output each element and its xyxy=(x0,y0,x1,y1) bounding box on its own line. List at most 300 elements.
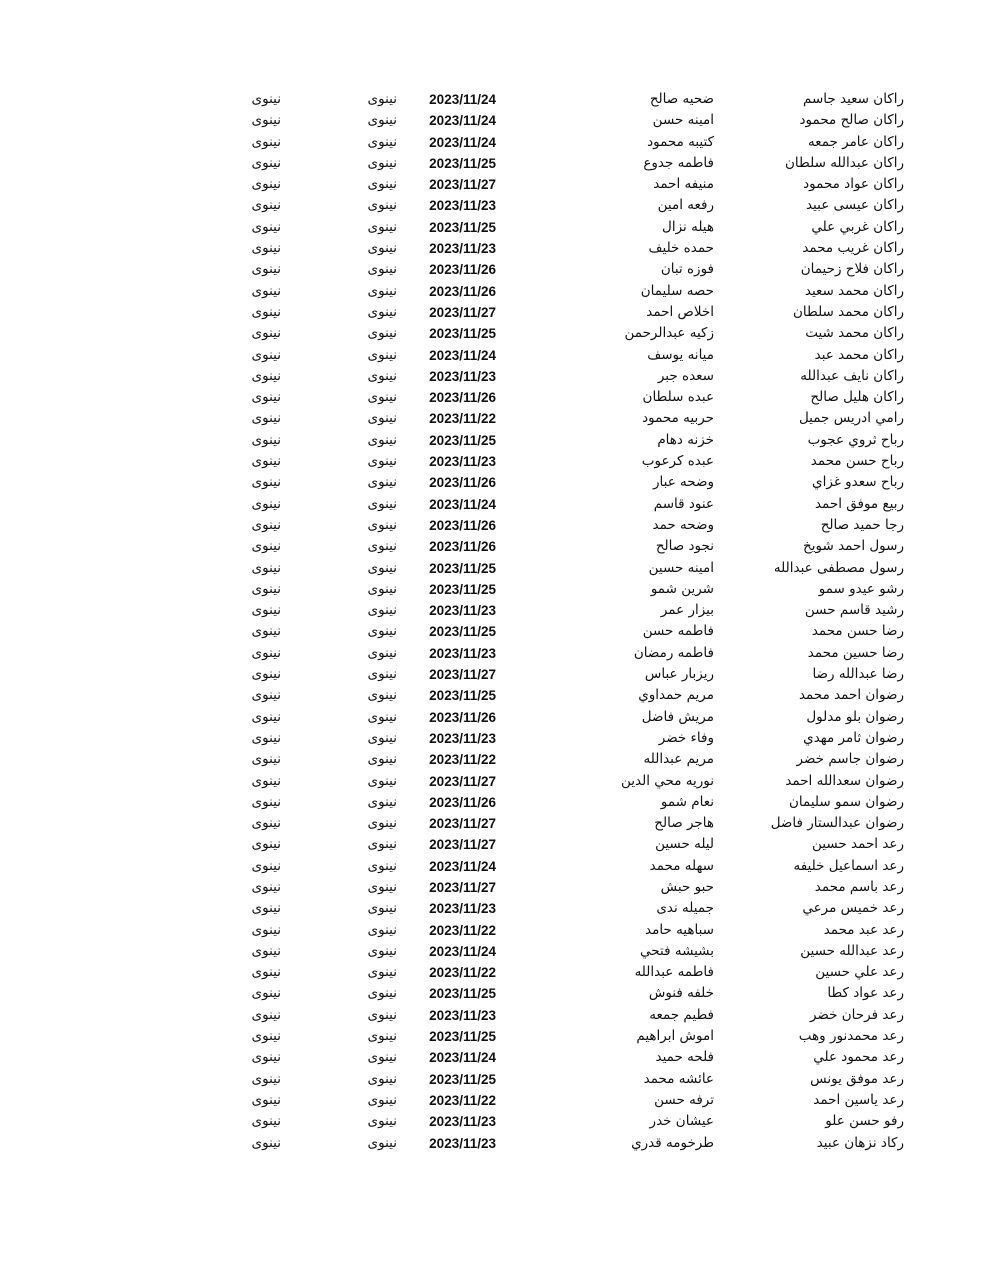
date-cell: 2023/11/24 xyxy=(429,943,496,959)
governorate-cell-secondary: نينوى xyxy=(251,878,281,895)
date-cell: 2023/11/24 xyxy=(429,113,496,129)
person-name: راكان محمد عبد xyxy=(814,346,904,363)
person-name: رعد محمود علي xyxy=(813,1049,904,1066)
person-name: رضا عبدالله رضا xyxy=(812,666,904,683)
date-cell: 2023/11/26 xyxy=(429,283,496,299)
governorate-cell-secondary: نينوى xyxy=(251,921,281,938)
list-row xyxy=(0,600,989,621)
governorate-cell-secondary: نينوى xyxy=(251,1006,281,1023)
list-row xyxy=(0,558,989,579)
date-cell: 2023/11/25 xyxy=(429,219,496,235)
person-name: راكان هليل صالح xyxy=(810,389,904,406)
governorate-cell-secondary: نينوى xyxy=(251,133,281,150)
date-cell: 2023/11/27 xyxy=(429,304,496,320)
date-cell: 2023/11/27 xyxy=(429,879,496,895)
person-name: رضوان سعدالله احمد xyxy=(785,772,904,789)
governorate-cell-secondary: نينوى xyxy=(251,857,281,874)
governorate-cell: نينوى xyxy=(367,666,397,683)
date-cell: 2023/11/23 xyxy=(429,1007,496,1023)
list-row xyxy=(0,430,989,451)
date-cell: 2023/11/23 xyxy=(429,730,496,746)
list-row xyxy=(0,132,989,153)
date-cell: 2023/11/23 xyxy=(429,901,496,917)
governorate-cell-secondary: نينوى xyxy=(251,687,281,704)
governorate-cell-secondary: نينوى xyxy=(251,218,281,235)
governorate-cell: نينوى xyxy=(367,1049,397,1066)
person-name: راكان محمد شيت xyxy=(805,325,904,342)
list-row xyxy=(0,621,989,642)
governorate-cell-secondary: نينوى xyxy=(251,431,281,448)
list-row xyxy=(0,323,989,344)
person-name: رضا حسين محمد xyxy=(807,644,904,661)
governorate-cell: نينوى xyxy=(367,197,397,214)
mother-name: حبو حبش xyxy=(660,878,714,895)
mother-name: مريم حمداوي xyxy=(638,687,714,704)
list-row xyxy=(0,941,989,962)
date-cell: 2023/11/22 xyxy=(429,411,496,427)
person-name: راكان عواد محمود xyxy=(803,176,904,193)
person-name: راكان سعيد جاسم xyxy=(802,91,904,107)
governorate-cell-secondary: نينوى xyxy=(251,176,281,193)
mother-name: مريم عبدالله xyxy=(643,751,714,768)
date-cell: 2023/11/23 xyxy=(429,241,496,257)
governorate-cell-secondary: نينوى xyxy=(251,154,281,171)
person-name: رباح حسن محمد xyxy=(810,453,904,470)
person-name: راكان محمد سعيد xyxy=(804,282,904,299)
list-row xyxy=(0,494,989,515)
date-cell: 2023/11/23 xyxy=(429,454,496,470)
governorate-cell: نينوى xyxy=(367,367,397,384)
date-cell: 2023/11/27 xyxy=(429,837,496,853)
mother-name: ميانه يوسف xyxy=(647,346,714,363)
list-row xyxy=(0,877,989,898)
governorate-cell-secondary: نينوى xyxy=(251,751,281,768)
mother-name: وضحه حمد xyxy=(652,516,714,533)
person-name: ربيع موفق احمد xyxy=(814,495,904,512)
governorate-cell: نينوى xyxy=(367,325,397,342)
governorate-cell-secondary: نينوى xyxy=(251,964,281,981)
governorate-cell: نينوى xyxy=(367,1006,397,1023)
person-name: رضوان عبدالستار فاضل xyxy=(770,815,904,832)
mother-name: ضحيه صالح xyxy=(649,91,714,107)
governorate-cell-secondary: نينوى xyxy=(251,516,281,533)
governorate-cell-secondary: نينوى xyxy=(251,772,281,789)
governorate-cell-secondary: نينوى xyxy=(251,729,281,746)
date-cell: 2023/11/24 xyxy=(429,496,496,512)
person-name: رسول مصطفى عبدالله xyxy=(773,559,904,576)
governorate-cell-secondary: نينوى xyxy=(251,602,281,619)
governorate-cell: نينوى xyxy=(367,474,397,491)
governorate-cell-secondary: نينوى xyxy=(251,644,281,661)
governorate-cell-secondary: نينوى xyxy=(251,453,281,470)
person-name: رعد باسم محمد xyxy=(814,878,904,895)
list-row xyxy=(0,110,989,131)
date-cell: 2023/11/23 xyxy=(429,1114,496,1130)
governorate-cell: نينوى xyxy=(367,495,397,512)
governorate-cell-secondary: نينوى xyxy=(251,836,281,853)
governorate-cell: نينوى xyxy=(367,154,397,171)
person-name: رضوان جاسم خضر xyxy=(796,751,904,768)
list-row xyxy=(0,387,989,408)
date-cell: 2023/11/23 xyxy=(429,603,496,619)
governorate-cell-secondary: نينوى xyxy=(251,1113,281,1130)
mother-name: وفاء خضر xyxy=(658,729,714,746)
mother-name: بيزار عمر xyxy=(660,602,714,619)
mother-name: جميله ندى xyxy=(656,900,714,917)
governorate-cell: نينوى xyxy=(367,431,397,448)
governorate-cell: نينوى xyxy=(367,772,397,789)
governorate-cell: نينوى xyxy=(367,282,397,299)
list-row xyxy=(0,1047,989,1068)
mother-name: فاطمه رمضان xyxy=(633,644,714,661)
list-row xyxy=(0,685,989,706)
governorate-cell-secondary: نينوى xyxy=(251,91,281,107)
list-row xyxy=(0,408,989,429)
mother-name: خلفه فنوش xyxy=(648,985,714,1002)
person-name: رشو عيدو سمو xyxy=(818,580,904,597)
governorate-cell-secondary: نينوى xyxy=(251,1134,281,1151)
governorate-cell: نينوى xyxy=(367,112,397,129)
mother-name: فطيم جمعه xyxy=(649,1006,714,1023)
person-name: رعد علي حسين xyxy=(815,964,904,981)
governorate-cell: نينوى xyxy=(367,815,397,832)
date-cell: 2023/11/24 xyxy=(429,1050,496,1066)
governorate-cell: نينوى xyxy=(367,687,397,704)
person-name: راكان محمد سلطان xyxy=(792,303,904,320)
governorate-cell: نينوى xyxy=(367,942,397,959)
governorate-cell: نينوى xyxy=(367,559,397,576)
mother-name: فاطمه عبدالله xyxy=(634,964,714,981)
list-row xyxy=(0,195,989,216)
governorate-cell: نينوى xyxy=(367,176,397,193)
date-cell: 2023/11/23 xyxy=(429,368,496,384)
governorate-cell-secondary: نينوى xyxy=(251,623,281,640)
mother-name: نوريه محي الدين xyxy=(620,772,714,789)
list-row xyxy=(0,1133,989,1154)
governorate-cell-secondary: نينوى xyxy=(251,1028,281,1045)
date-cell: 2023/11/23 xyxy=(429,198,496,214)
governorate-cell-secondary: نينوى xyxy=(251,815,281,832)
mother-name: عبده كرعوب xyxy=(641,453,714,470)
date-cell: 2023/11/26 xyxy=(429,709,496,725)
mother-name: نعام شمو xyxy=(660,793,714,810)
governorate-cell-secondary: نينوى xyxy=(251,985,281,1002)
person-name: رعد اسماعيل خليفه xyxy=(793,857,904,874)
mother-name: ريزبار عباس xyxy=(644,666,714,683)
mother-name: طرخومه قدري xyxy=(631,1134,714,1151)
governorate-cell: نينوى xyxy=(367,1070,397,1087)
list-row xyxy=(0,749,989,770)
person-name: رعد احمد حسين xyxy=(812,836,904,853)
governorate-cell: نينوى xyxy=(367,878,397,895)
person-name: راكان غريب محمد xyxy=(802,240,904,257)
date-cell: 2023/11/25 xyxy=(429,560,496,576)
governorate-cell-secondary: نينوى xyxy=(251,580,281,597)
date-cell: 2023/11/25 xyxy=(429,688,496,704)
person-name: رجا حميد صالح xyxy=(820,516,904,533)
date-cell: 2023/11/23 xyxy=(429,1135,496,1151)
date-cell: 2023/11/25 xyxy=(429,624,496,640)
governorate-cell-secondary: نينوى xyxy=(251,261,281,278)
governorate-cell: نينوى xyxy=(367,91,397,107)
mother-name: اموش ابراهيم xyxy=(636,1028,714,1045)
mother-name: عبده سلطان xyxy=(642,389,714,406)
mother-name: زكيه عبدالرحمن xyxy=(624,325,714,342)
governorate-cell: نينوى xyxy=(367,602,397,619)
date-cell: 2023/11/25 xyxy=(429,581,496,597)
list-row xyxy=(0,472,989,493)
date-cell: 2023/11/23 xyxy=(429,645,496,661)
governorate-cell-secondary: نينوى xyxy=(251,1070,281,1087)
person-name: رامي ادريس جميل xyxy=(798,410,904,427)
date-cell: 2023/11/26 xyxy=(429,794,496,810)
governorate-cell: نينوى xyxy=(367,964,397,981)
list-row xyxy=(0,281,989,302)
mother-name: رفعه امين xyxy=(657,197,714,214)
governorate-cell: نينوى xyxy=(367,985,397,1002)
person-name: رعد محمدنور وهب xyxy=(798,1028,904,1045)
person-name: رعد موفق يونس xyxy=(810,1070,904,1087)
governorate-cell: نينوى xyxy=(367,240,397,257)
list-row xyxy=(0,898,989,919)
governorate-cell: نينوى xyxy=(367,921,397,938)
list-row xyxy=(0,664,989,685)
governorate-cell: نينوى xyxy=(367,1134,397,1151)
list-row xyxy=(0,217,989,238)
date-cell: 2023/11/24 xyxy=(429,92,496,107)
governorate-cell: نينوى xyxy=(367,516,397,533)
person-name: رعد عواد كطا xyxy=(827,985,904,1002)
date-cell: 2023/11/25 xyxy=(429,432,496,448)
governorate-cell: نينوى xyxy=(367,389,397,406)
governorate-cell: نينوى xyxy=(367,218,397,235)
date-cell: 2023/11/22 xyxy=(429,752,496,768)
list-row xyxy=(0,962,989,983)
list-row xyxy=(0,345,989,366)
list-row xyxy=(0,856,989,877)
mother-name: شرين شمو xyxy=(650,580,714,597)
governorate-cell: نينوى xyxy=(367,1028,397,1045)
governorate-cell-secondary: نينوى xyxy=(251,538,281,555)
names-list xyxy=(0,89,989,1154)
person-name: رضا حسن محمد xyxy=(811,623,904,640)
list-row xyxy=(0,579,989,600)
person-name: راكان عبدالله سلطان xyxy=(785,154,904,171)
person-name: راكان عيسى عبيد xyxy=(805,197,904,214)
governorate-cell-secondary: نينوى xyxy=(251,240,281,257)
mother-name: سعده جبر xyxy=(657,367,714,384)
list-row xyxy=(0,1111,989,1132)
date-cell: 2023/11/27 xyxy=(429,773,496,789)
governorate-cell: نينوى xyxy=(367,453,397,470)
governorate-cell-secondary: نينوى xyxy=(251,197,281,214)
list-row xyxy=(0,174,989,195)
governorate-cell-secondary: نينوى xyxy=(251,112,281,129)
governorate-cell-secondary: نينوى xyxy=(251,1049,281,1066)
mother-name: نجود صالح xyxy=(655,538,714,555)
mother-name: بشيشه فتحي xyxy=(640,942,714,959)
list-row xyxy=(0,515,989,536)
governorate-cell: نينوى xyxy=(367,644,397,661)
date-cell: 2023/11/22 xyxy=(429,1092,496,1108)
governorate-cell: نينوى xyxy=(367,708,397,725)
person-name: رسول احمد شويخ xyxy=(803,538,904,555)
person-name: رضوان سمو سليمان xyxy=(789,793,904,810)
list-row xyxy=(0,536,989,557)
person-name: راكان غربي علي xyxy=(811,218,904,235)
list-row xyxy=(0,771,989,792)
governorate-cell-secondary: نينوى xyxy=(251,325,281,342)
date-cell: 2023/11/26 xyxy=(429,517,496,533)
person-name: رعد ياسين احمد xyxy=(813,1091,904,1108)
list-row xyxy=(0,1005,989,1026)
person-name: رشيد قاسم حسن xyxy=(804,602,904,619)
list-row xyxy=(0,792,989,813)
governorate-cell: نينوى xyxy=(367,836,397,853)
governorate-cell-secondary: نينوى xyxy=(251,559,281,576)
date-cell: 2023/11/27 xyxy=(429,816,496,832)
mother-name: هاجر صالح xyxy=(654,815,714,832)
governorate-cell-secondary: نينوى xyxy=(251,495,281,512)
list-row xyxy=(0,707,989,728)
governorate-cell: نينوى xyxy=(367,623,397,640)
person-name: رعد فرحان خضر xyxy=(809,1006,904,1023)
person-name: رضوان بلو مدلول xyxy=(806,708,904,725)
mother-name: فلحه حميد xyxy=(655,1049,714,1066)
date-cell: 2023/11/24 xyxy=(429,134,496,150)
person-name: راكان فلاح زحيمان xyxy=(800,261,904,278)
mother-name: عيشان خدر xyxy=(649,1113,714,1130)
person-name: رعد خميس مرعي xyxy=(802,900,904,917)
date-cell: 2023/11/26 xyxy=(429,262,496,278)
governorate-cell-secondary: نينوى xyxy=(251,942,281,959)
mother-name: عائشه محمد xyxy=(643,1070,714,1087)
mother-name: حمده خليف xyxy=(648,240,714,257)
list-row xyxy=(0,302,989,323)
governorate-cell: نينوى xyxy=(367,729,397,746)
governorate-cell: نينوى xyxy=(367,1091,397,1108)
person-name: رعد عبدالله حسين xyxy=(800,942,904,959)
list-row xyxy=(0,813,989,834)
list-row xyxy=(0,834,989,855)
list-row xyxy=(0,238,989,259)
date-cell: 2023/11/22 xyxy=(429,922,496,938)
governorate-cell: نينوى xyxy=(367,1113,397,1130)
mother-name: فاطمه حسن xyxy=(642,623,714,640)
governorate-cell: نينوى xyxy=(367,538,397,555)
governorate-cell: نينوى xyxy=(367,410,397,427)
mother-name: مريش فاضل xyxy=(641,708,714,725)
person-name: رباح سعدو غزاي xyxy=(812,474,904,491)
date-cell: 2023/11/25 xyxy=(429,986,496,1002)
date-cell: 2023/11/25 xyxy=(429,326,496,342)
list-row xyxy=(0,89,989,110)
person-name: راكان عامر جمعه xyxy=(807,133,904,150)
person-name: رباح ثروي عجوب xyxy=(807,431,904,448)
list-row xyxy=(0,1026,989,1047)
list-row xyxy=(0,366,989,387)
person-name: رضوان احمد محمد xyxy=(798,687,904,704)
governorate-cell-secondary: نينوى xyxy=(251,303,281,320)
governorate-cell-secondary: نينوى xyxy=(251,708,281,725)
list-row xyxy=(0,920,989,941)
mother-name: اخلاص احمد xyxy=(646,303,714,320)
list-row xyxy=(0,1069,989,1090)
person-name: رضوان ثامر مهدي xyxy=(803,729,904,746)
mother-name: خزنه دهام xyxy=(657,431,714,448)
mother-name: ترفه حسن xyxy=(654,1091,714,1108)
mother-name: منيفه احمد xyxy=(653,176,714,193)
governorate-cell: نينوى xyxy=(367,580,397,597)
date-cell: 2023/11/27 xyxy=(429,667,496,683)
date-cell: 2023/11/24 xyxy=(429,347,496,363)
list-row xyxy=(0,1090,989,1111)
governorate-cell-secondary: نينوى xyxy=(251,282,281,299)
person-name: ركاد نزهان عبيد xyxy=(816,1134,904,1151)
governorate-cell: نينوى xyxy=(367,346,397,363)
governorate-cell: نينوى xyxy=(367,900,397,917)
mother-name: كتيبه محمود xyxy=(647,133,714,150)
person-name: رعد عبد محمد xyxy=(823,921,904,938)
date-cell: 2023/11/25 xyxy=(429,155,496,171)
mother-name: فاطمه جدوع xyxy=(643,154,714,171)
governorate-cell-secondary: نينوى xyxy=(251,410,281,427)
governorate-cell-secondary: نينوى xyxy=(251,346,281,363)
mother-name: عنود قاسم xyxy=(653,495,714,512)
list-row xyxy=(0,153,989,174)
list-row xyxy=(0,451,989,472)
list-row xyxy=(0,728,989,749)
governorate-cell: نينوى xyxy=(367,261,397,278)
list-row xyxy=(0,643,989,664)
date-cell: 2023/11/25 xyxy=(429,1029,496,1045)
person-name: راكان صالح محمود xyxy=(799,112,904,129)
mother-name: امينه حسين xyxy=(648,559,714,576)
governorate-cell-secondary: نينوى xyxy=(251,793,281,810)
mother-name: وضحه عبار xyxy=(653,474,714,491)
governorate-cell-secondary: نينوى xyxy=(251,666,281,683)
date-cell: 2023/11/26 xyxy=(429,475,496,491)
mother-name: حصه سليمان xyxy=(640,282,714,299)
governorate-cell: نينوى xyxy=(367,133,397,150)
date-cell: 2023/11/25 xyxy=(429,1071,496,1087)
governorate-cell-secondary: نينوى xyxy=(251,900,281,917)
governorate-cell: نينوى xyxy=(367,751,397,768)
mother-name: سباهيه حامد xyxy=(645,921,714,938)
list-row xyxy=(0,259,989,280)
date-cell: 2023/11/22 xyxy=(429,965,496,981)
mother-name: امينه حسن xyxy=(652,112,714,129)
list-row xyxy=(0,983,989,1004)
person-name: رفو حسن علو xyxy=(825,1113,904,1130)
mother-name: فوزه تبان xyxy=(660,261,714,278)
date-cell: 2023/11/26 xyxy=(429,390,496,406)
date-cell: 2023/11/26 xyxy=(429,539,496,555)
date-cell: 2023/11/24 xyxy=(429,858,496,874)
governorate-cell-secondary: نينوى xyxy=(251,474,281,491)
date-cell: 2023/11/27 xyxy=(429,177,496,193)
governorate-cell-secondary: نينوى xyxy=(251,1091,281,1108)
governorate-cell-secondary: نينوى xyxy=(251,389,281,406)
person-name: راكان نايف عبدالله xyxy=(800,367,904,384)
governorate-cell: نينوى xyxy=(367,303,397,320)
mother-name: حربيه محمود xyxy=(642,410,714,427)
governorate-cell-secondary: نينوى xyxy=(251,367,281,384)
mother-name: ليله حسين xyxy=(655,836,714,853)
mother-name: سهله محمد xyxy=(649,857,714,874)
governorate-cell: نينوى xyxy=(367,793,397,810)
mother-name: هيله نزال xyxy=(662,218,714,235)
